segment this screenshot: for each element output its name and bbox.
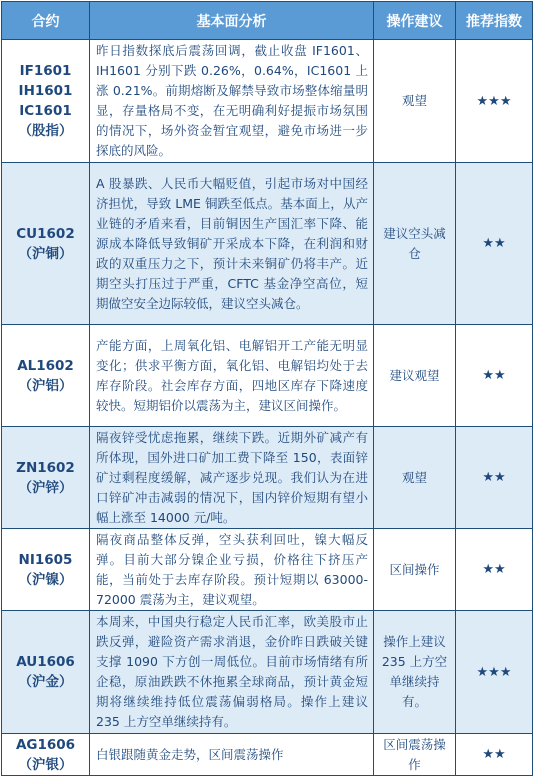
analysis-cell: 白银跟随黄金走势，区间震荡操作 — [90, 734, 374, 776]
contract-category: （沪锌） — [18, 479, 73, 496]
analysis-cell: 昨日指数探底后震荡回调，截止收盘 IF1601、IH1601 分别下跌 0.26%，0.64%，IC1601 上涨 0.21%。前期熔断及解禁导致市场整体缩量明显，存量格局不变，在无明确利好提振市场氛围的情况下，场外资金暂宜观望，避免市场进一步探底的风险。 — [90, 40, 374, 163]
advice-cell: 区间操作 — [374, 529, 456, 611]
contract-code: CU1602 — [16, 225, 75, 242]
table-row-copper — [2, 163, 533, 325]
advice-cell: 观望 — [374, 40, 456, 163]
contract-category: （沪铜） — [18, 245, 73, 262]
advice-cell: 建议空头减仓 — [374, 163, 456, 325]
table-row-aluminum — [2, 325, 533, 427]
table-row-nickel — [2, 529, 533, 611]
table-row-gold — [2, 611, 533, 734]
contract-category: （沪铝） — [18, 377, 73, 394]
advice-cell: 观望 — [374, 427, 456, 529]
analysis-cell: 隔夜锌受忧虑拖累，继续下跌。近期外矿减产有所体现，国外进口矿加工费下降至 150，表面锌矿过剩程度缓解，减产逐步兑现。我们认为在进口锌矿冲击减弱的情况下，国内锌价短期有望小幅上涨至 14000 元/吨。 — [90, 427, 374, 529]
rating-stars: ★★★ — [456, 611, 533, 734]
advice-cell: 操作上建议 235 上方空单继续持有。 — [374, 611, 456, 734]
contract-category: （沪镍） — [18, 571, 73, 588]
contract-code: NI1605 — [18, 551, 73, 568]
header-analysis: 基本面分析 — [90, 2, 374, 40]
futures-analysis-table — [1, 1, 533, 776]
rating-stars: ★★ — [456, 163, 533, 325]
contract-code: IC1601 — [19, 103, 72, 119]
rating-stars: ★★★ — [456, 40, 533, 163]
header-advice: 操作建议 — [374, 2, 456, 40]
rating-stars: ★★ — [456, 325, 533, 427]
contract-code: ZN1602 — [16, 459, 75, 476]
analysis-cell: A 股暴跌、人民币大幅贬值，引起市场对中国经济担忧，导致 LME 铜跌至低点。基本面上，从产业链的矛盾来看，目前铜因生产国汇率下降、能源成本降低导致铜矿开采成本下降，在利润和财政的双重压力之下，预计未来铜矿仍将丰产。近期空头打压过于严重，CFTC 基金净空高位，短期做空安全边际较低，建议空头减仓。 — [90, 163, 374, 325]
analysis-cell: 隔夜商品整体反弹，空头获利回吐，镍大幅反弹。目前大部分镍企业亏损，价格往下挤压产能，当前处于去库存阶段。预计短期以 63000-72000 震荡为主，建议观望。 — [90, 529, 374, 611]
header-rating: 推荐指数 — [456, 2, 533, 40]
contract-code: AG1606 — [15, 736, 76, 753]
contract-cell — [2, 529, 90, 611]
table-row-stock-index — [2, 40, 533, 163]
contract-code: AU1606 — [16, 654, 75, 670]
contract-category: （股指） — [18, 123, 73, 139]
contract-cell — [2, 163, 90, 325]
advice-cell: 区间震荡操作 — [374, 734, 456, 776]
contract-code: IH1601 — [18, 83, 73, 99]
advice-cell: 建议观望 — [374, 325, 456, 427]
rating-stars: ★★ — [456, 427, 533, 529]
contract-cell — [2, 611, 90, 734]
table-row-silver — [2, 734, 533, 776]
contract-code: IF1601 — [19, 63, 72, 79]
contract-cell — [2, 40, 90, 163]
contract-cell — [2, 734, 90, 776]
rating-stars: ★★ — [456, 734, 533, 776]
header-row — [2, 2, 533, 40]
contract-cell — [2, 325, 90, 427]
analysis-cell: 本周来，中国央行稳定人民币汇率，欧美股市止跌反弹，避险资产需求消退，金价昨日跌破关键支撑 1090 下方创一周低位。目前市场情绪有所企稳，原油跌跌不休拖累全球商品，预计黄金短期将继续维持低位震荡偏弱格局。操作上建议 235 上方空单继续持有。 — [90, 611, 374, 734]
header-contract: 合约 — [2, 2, 90, 40]
contract-code: AL1602 — [17, 357, 74, 374]
contract-category: （沪银） — [18, 756, 73, 773]
table-row-zinc — [2, 427, 533, 529]
contract-cell — [2, 427, 90, 529]
rating-stars: ★★ — [456, 529, 533, 611]
analysis-cell: 产能方面，上周氧化铝、电解铝开工产能无明显变化；供求平衡方面，氧化铝、电解铝均处于去库存阶段。社会库存方面，四地区库存下降速度较快。短期铝价以震荡为主，建议区间操作。 — [90, 325, 374, 427]
contract-category: （沪金） — [18, 674, 73, 690]
